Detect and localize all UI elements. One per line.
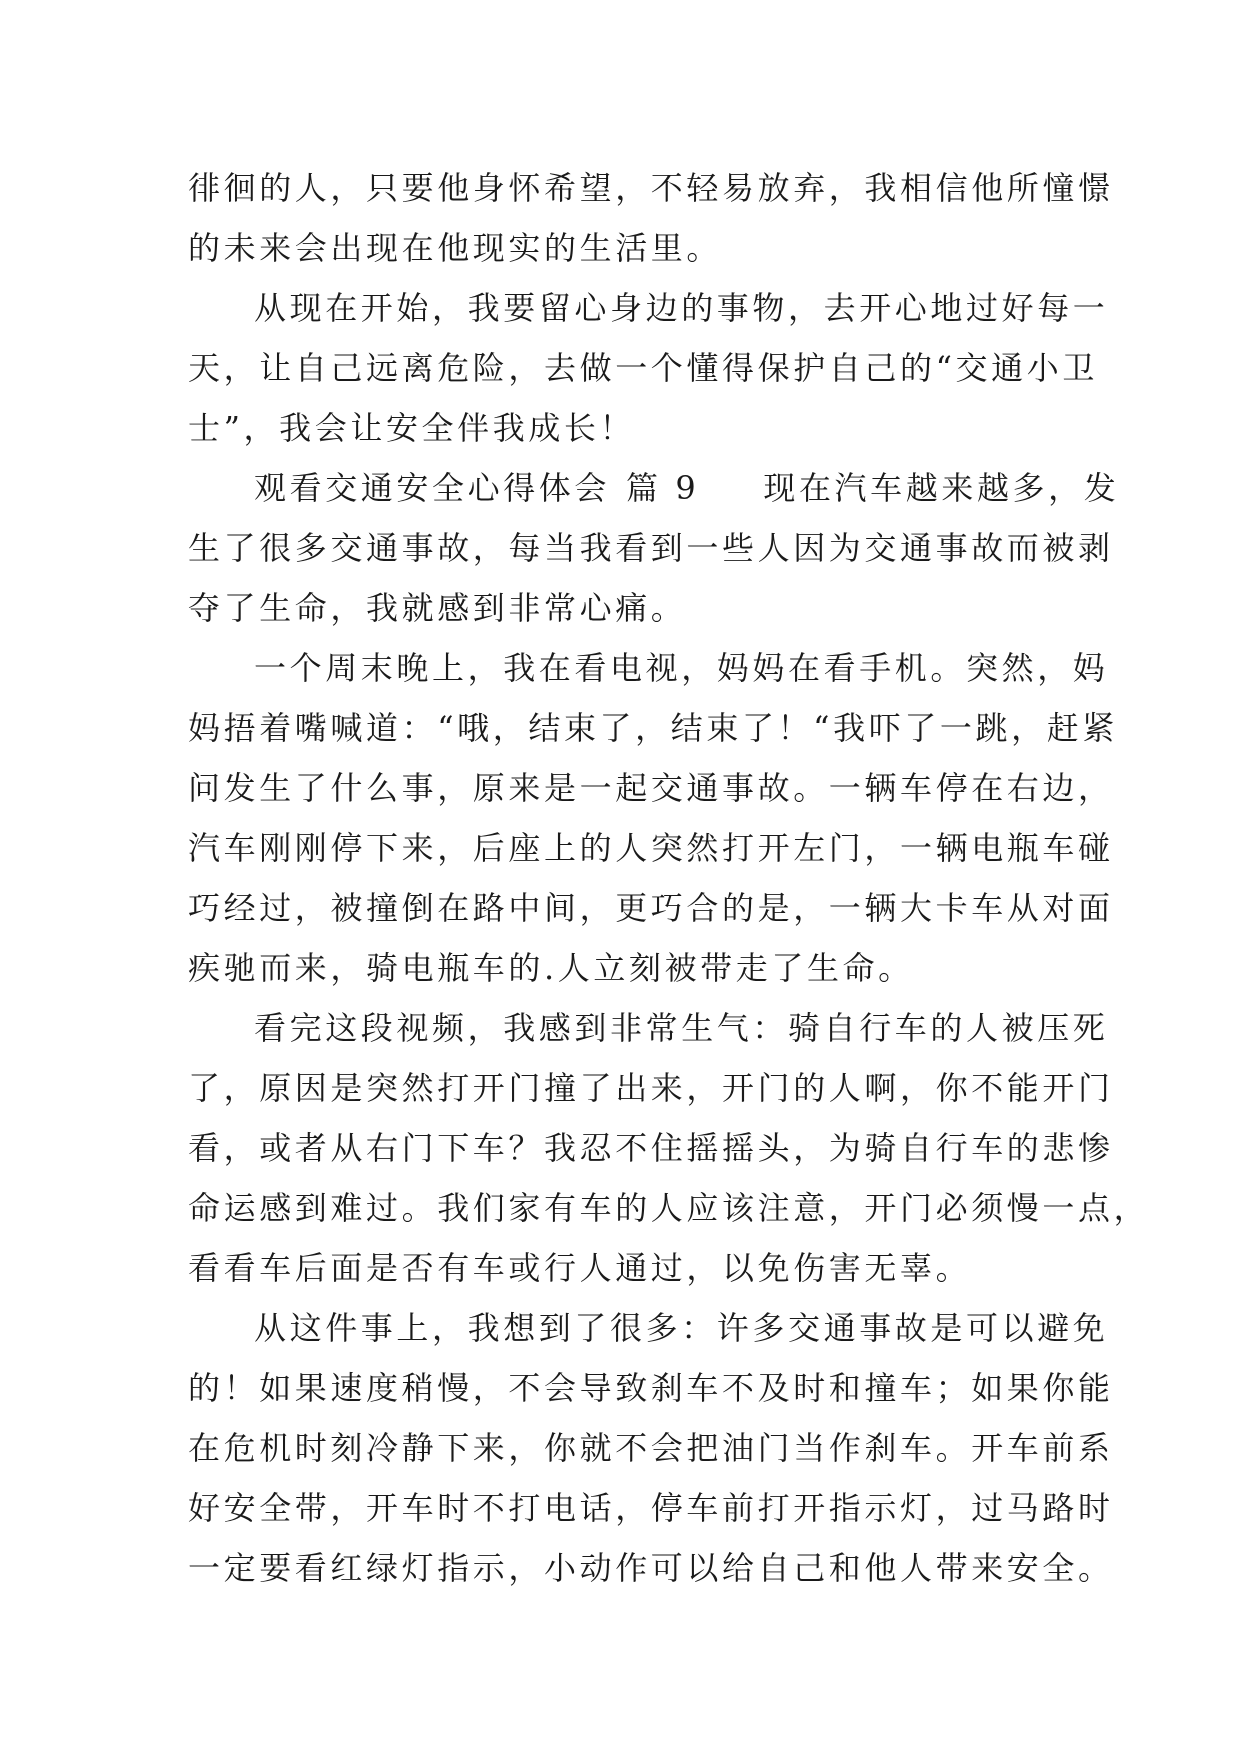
text-line: 一个周末晚上，我在看电视，妈妈在看手机。突然，妈 — [254, 649, 1109, 687]
text-line: 看，或者从右门下车？我忍不住摇摇头，为骑自行车的悲惨 — [188, 1129, 1114, 1167]
text-line: 一定要看红绿灯指示，小动作可以给自己和他人带来安全。 — [188, 1549, 1114, 1587]
text-line: 看完这段视频，我感到非常生气：骑自行车的人被压死 — [254, 1009, 1109, 1047]
section-lead-text: 现在汽车越来越多，发 — [763, 469, 1120, 507]
text-line: 士”，我会让安全伴我成长！ — [188, 409, 636, 447]
text-line: 生了很多交通事故，每当我看到一些人因为交通事故而被剥 — [188, 529, 1114, 567]
text-line: 命运感到难过。我们家有车的人应该注意，开门必须慢一点， — [188, 1189, 1150, 1227]
text-line: 汽车刚刚停下来，后座上的人突然打开左门，一辆电瓶车碰 — [188, 829, 1114, 867]
text-line: 天，让自己远离危险，去做一个懂得保护自己的“交通小卫 — [188, 349, 1098, 387]
text-line: 徘徊的人，只要他身怀希望，不轻易放弃，我相信他所憧憬 — [188, 169, 1114, 207]
text-line: 问发生了什么事，原来是一起交通事故。一辆车停在右边， — [188, 769, 1114, 807]
text-line: 从现在开始，我要留心身边的事物，去开心地过好每一 — [254, 289, 1109, 327]
text-line: 了，原因是突然打开门撞了出来，开门的人啊，你不能开门 — [188, 1069, 1114, 1107]
text-line: 在危机时刻冷静下来，你就不会把油门当作刹车。开车前系 — [188, 1429, 1114, 1467]
text-line: 好安全带，开车时不打电话，停车前打开指示灯，过马路时 — [188, 1489, 1114, 1527]
text-line: 夺了生命，我就感到非常心痛。 — [188, 589, 687, 627]
text-line: 妈捂着嘴喊道：“哦，结束了，结束了！“我吓了一跳，赶紧 — [188, 709, 1118, 747]
text-line: 巧经过，被撞倒在路中间，更巧合的是，一辆大卡车从对面 — [188, 889, 1114, 927]
text-line: 疾驰而来，骑电瓶车的.人立刻被带走了生命。 — [188, 949, 914, 987]
document-body — [188, 158, 1150, 1598]
section-heading-title: 观看交通安全心得体会 — [254, 469, 611, 507]
text-line: 的！如果速度稍慢，不会导致刹车不及时和撞车；如果你能 — [188, 1369, 1114, 1407]
section-heading-line — [188, 458, 1120, 518]
text-line: 从这件事上，我想到了很多：许多交通事故是可以避免 — [254, 1309, 1109, 1347]
section-heading-number: 篇 9 — [626, 469, 700, 507]
text-line: 看看车后面是否有车或行人通过，以免伤害无辜。 — [188, 1249, 972, 1287]
text-line: 的未来会出现在他现实的生活里。 — [188, 229, 723, 267]
